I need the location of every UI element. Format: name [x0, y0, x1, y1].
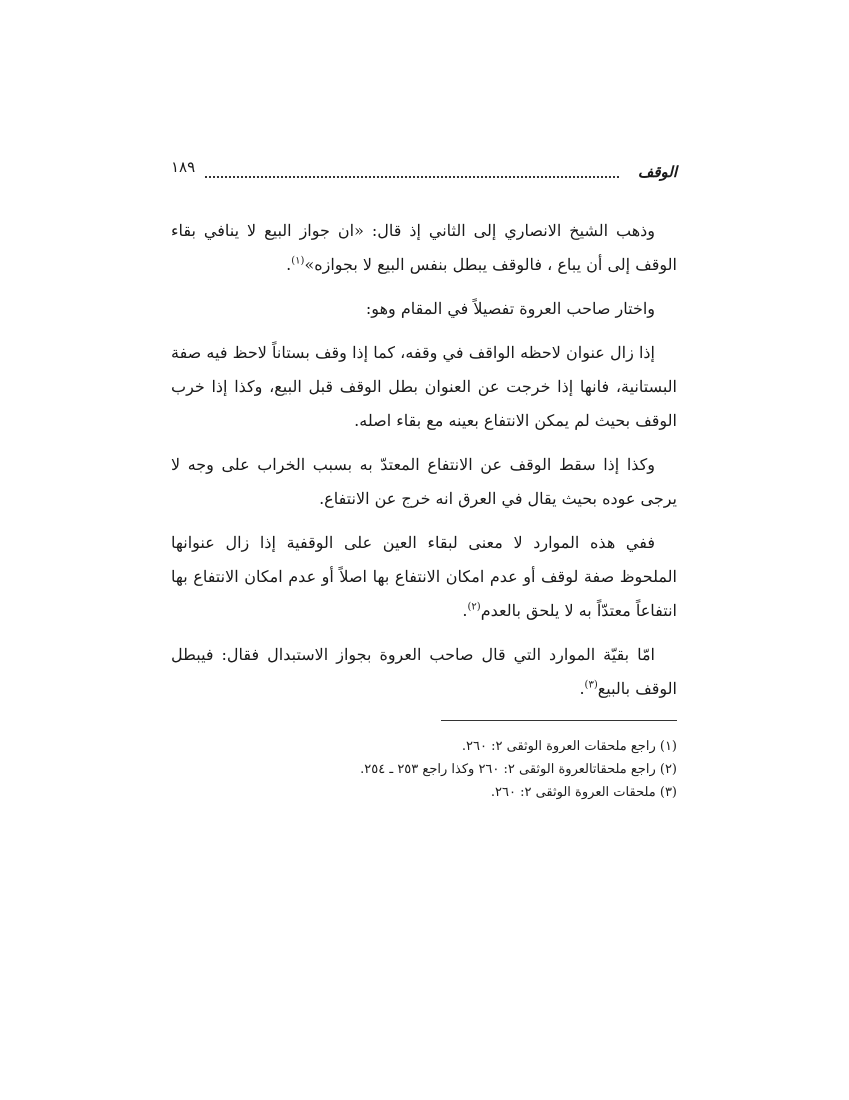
- paragraph: [171, 448, 677, 516]
- paragraph: [171, 214, 677, 282]
- paragraph: [171, 336, 677, 438]
- book-page: [171, 150, 677, 804]
- header-dotted-leader: [205, 176, 619, 178]
- paragraph-tail: .: [462, 601, 468, 620]
- paragraph-text: امّا بقيّة الموارد التي قال صاحب العروة بجواز الاستبدال فقال: فيبطل الوقف بالبيع: [171, 645, 677, 698]
- running-header: [171, 150, 677, 186]
- chapter-title: الوقف: [634, 163, 677, 181]
- paragraph-text: واختار صاحب العروة تفصيلاً في المقام وهو:: [365, 299, 655, 318]
- paragraph: [171, 526, 677, 628]
- paragraph-tail: .: [286, 255, 292, 274]
- footnote: (١) راجع ملحقات العروة الوثقى ٢: ٢٦٠.: [461, 739, 677, 754]
- paragraph-text: إذا زال عنوان لاحظه الواقف في وقفه، كما إذا وقف بستاناً لاحظ فيه صفة البستانية، فانها إذا خرجت عن العنوان بطل الوقف قبل البيع، وكذا إذا خرب الوقف بحيث لم يمكن الانتفاع بعينه مع بقاء اصله.: [171, 343, 677, 430]
- footnote: (٢) راجع ملحقاتالعروة الوثقى ٢: ٢٦٠ وكذا راجع ٢٥٣ ـ ٢٥٤.: [360, 762, 677, 777]
- footnotes: [171, 735, 677, 804]
- paragraph: [171, 292, 677, 326]
- paragraph-text: ففي هذه الموارد لا معنى لبقاء العين على الوقفية إذا زال عنوانها الملحوظ صفة لوقف أو عدم امكان الانتفاع بها اصلاً أو عدم امكان الانتفاع بها انتفاعاً معتدّاً به لا يلحق بالعدم: [171, 533, 677, 620]
- page-number: ١٨٩: [171, 158, 199, 176]
- paragraph: [171, 638, 677, 706]
- footnote-marker: (١): [291, 255, 305, 267]
- footnote-separator: [441, 720, 677, 721]
- body-text: [171, 214, 677, 706]
- footnote-marker: (٣): [584, 679, 598, 691]
- footnote-marker: (٢): [467, 601, 481, 613]
- paragraph-text: وكذا إذا سقط الوقف عن الانتفاع المعتدّ به بسبب الخراب على وجه لا يرجى عوده بحيث يقال في العرق انه خرج عن الانتفاع.: [171, 455, 677, 508]
- footnote: (٣) ملحقات العروة الوثقى ٢: ٢٦٠.: [490, 785, 677, 800]
- paragraph-tail: .: [579, 679, 585, 698]
- paragraph-text: وذهب الشيخ الانصاري إلى الثاني إذ قال: «ان جواز البيع لا ينافي بقاء الوقف إلى أن يباع ، فالوقف يبطل بنفس البيع لا بجوازه»: [171, 221, 677, 274]
